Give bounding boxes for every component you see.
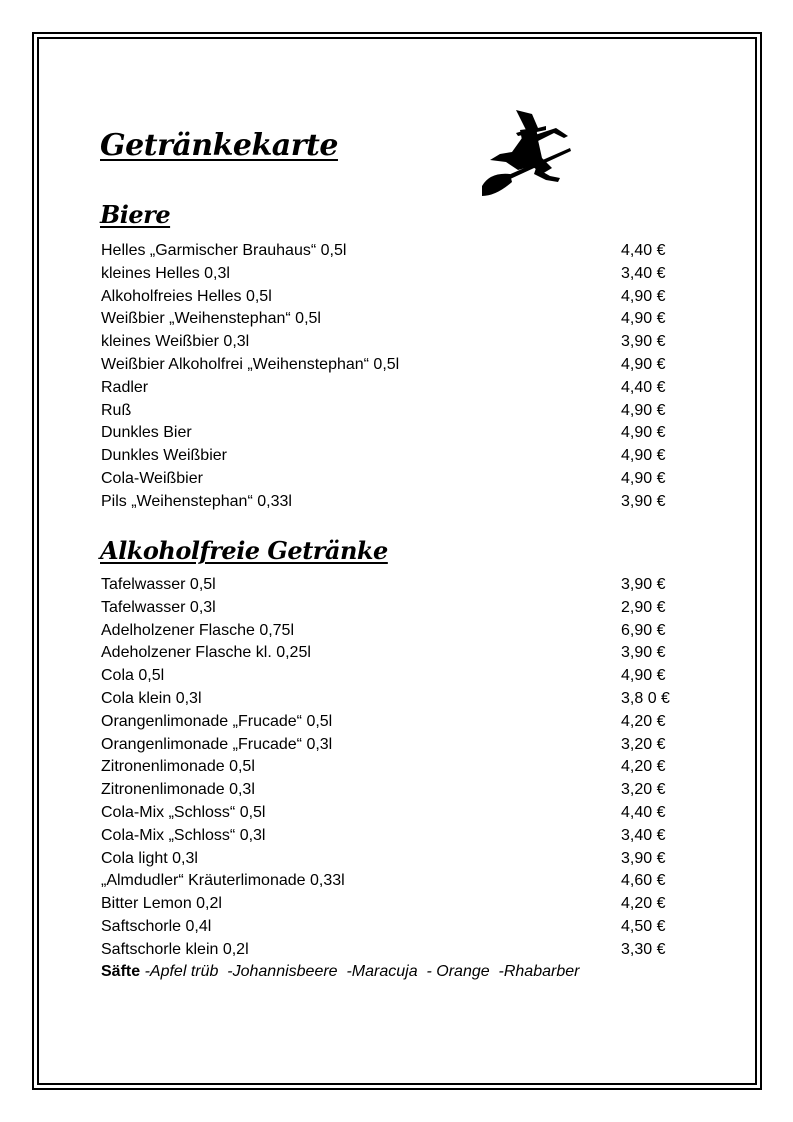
item-name: Tafelwasser 0,3l bbox=[101, 598, 216, 616]
item-price: 3,40 € bbox=[621, 826, 666, 844]
list-item bbox=[101, 802, 681, 825]
list-item bbox=[101, 468, 681, 491]
list-item bbox=[101, 620, 681, 643]
list-item bbox=[101, 779, 681, 802]
item-name: „Almdudler“ Kräuterlimonade 0,33l bbox=[101, 872, 345, 890]
item-name: Cola-Weißbier bbox=[101, 469, 203, 487]
list-item bbox=[101, 263, 681, 286]
item-name: Zitronenlimonade 0,3l bbox=[101, 781, 255, 799]
item-price: 3,90 € bbox=[621, 492, 666, 510]
item-name: Weißbier Alkoholfrei „Weihenstephan“ 0,5l bbox=[101, 355, 400, 373]
list-item bbox=[101, 848, 681, 871]
item-name: Bitter Lemon 0,2l bbox=[101, 895, 222, 913]
saefte-line bbox=[101, 961, 579, 983]
list-item bbox=[101, 642, 681, 665]
item-price: 4,20 € bbox=[621, 712, 666, 730]
item-name: Weißbier „Weihenstephan“ 0,5l bbox=[101, 310, 321, 328]
item-price: 4,90 € bbox=[621, 355, 666, 373]
item-price: 4,40 € bbox=[621, 378, 666, 396]
biere-list bbox=[101, 240, 681, 514]
list-item bbox=[101, 711, 681, 734]
item-name: Cola-Mix „Schloss“ 0,3l bbox=[101, 826, 266, 844]
list-item bbox=[101, 331, 681, 354]
list-item bbox=[101, 400, 681, 423]
item-name: Alkoholfreies Helles 0,5l bbox=[101, 287, 272, 305]
item-price: 3,20 € bbox=[621, 781, 666, 799]
list-item bbox=[101, 825, 681, 848]
list-item bbox=[101, 240, 681, 263]
list-item bbox=[101, 939, 681, 962]
list-item bbox=[101, 665, 681, 688]
item-name: Dunkles Weißbier bbox=[101, 447, 227, 465]
item-name: Adelholzener Flasche 0,75l bbox=[101, 621, 295, 639]
item-name: Saftschorle 0,4l bbox=[101, 917, 212, 935]
item-price: 3,90 € bbox=[621, 644, 666, 662]
section-title-alkoholfreie-getraenke: Alkoholfreie Getränke bbox=[100, 536, 388, 565]
item-name: Dunkles Bier bbox=[101, 424, 192, 442]
item-price: 4,90 € bbox=[621, 401, 666, 419]
witch-on-broom-icon bbox=[476, 106, 576, 206]
item-price: 4,90 € bbox=[621, 667, 666, 685]
item-price: 4,90 € bbox=[621, 424, 666, 442]
list-item bbox=[101, 491, 681, 514]
item-name: kleines Helles 0,3l bbox=[101, 264, 230, 282]
page-title: Getränkekarte bbox=[100, 128, 338, 163]
list-item bbox=[101, 893, 681, 916]
item-price: 4,40 € bbox=[621, 242, 666, 259]
saefte-label: Säfte bbox=[101, 963, 141, 980]
item-name: Orangenlimonade „Frucade“ 0,3l bbox=[101, 735, 333, 753]
item-name: Saftschorle klein 0,2l bbox=[101, 940, 249, 958]
item-price: 4,20 € bbox=[621, 895, 666, 913]
section-title-biere: Biere bbox=[100, 200, 171, 229]
item-name: Pils „Weihenstephan“ 0,33l bbox=[101, 492, 292, 510]
item-name: Cola 0,5l bbox=[101, 667, 165, 685]
item-price: 3,8 0 € bbox=[621, 689, 670, 707]
item-name: Zitronenlimonade 0,5l bbox=[101, 758, 255, 776]
list-item bbox=[101, 597, 681, 620]
item-name: Orangenlimonade „Frucade“ 0,5l bbox=[101, 712, 333, 730]
item-name: Cola-Mix „Schloss“ 0,5l bbox=[101, 803, 266, 821]
item-name: Helles „Garmischer Brauhaus“ 0,5l bbox=[101, 242, 347, 259]
item-name: Cola light 0,3l bbox=[101, 849, 198, 867]
item-price: 3,20 € bbox=[621, 735, 666, 753]
list-item bbox=[101, 916, 681, 939]
list-item bbox=[101, 688, 681, 711]
item-name: Cola klein 0,3l bbox=[101, 689, 202, 707]
list-item bbox=[101, 422, 681, 445]
item-price: 4,90 € bbox=[621, 447, 666, 465]
list-item bbox=[101, 574, 681, 597]
item-name: kleines Weißbier 0,3l bbox=[101, 333, 250, 351]
item-price: 3,90 € bbox=[621, 576, 666, 593]
item-price: 4,40 € bbox=[621, 803, 666, 821]
item-price: 4,20 € bbox=[621, 758, 666, 776]
item-price: 4,90 € bbox=[621, 469, 666, 487]
item-name: Radler bbox=[101, 378, 149, 396]
item-price: 4,90 € bbox=[621, 310, 666, 328]
list-item bbox=[101, 734, 681, 757]
list-item bbox=[101, 445, 681, 468]
item-price: 4,50 € bbox=[621, 917, 666, 935]
item-price: 4,60 € bbox=[621, 872, 666, 890]
list-item bbox=[101, 756, 681, 779]
saefte-items: -Apfel trüb -Johannisbeere -Maracuja - Orange -Rhabarber bbox=[144, 963, 580, 980]
item-price: 3,30 € bbox=[621, 940, 666, 958]
item-price: 3,40 € bbox=[621, 264, 666, 282]
list-item bbox=[101, 354, 681, 377]
item-name: Adeholzener Flasche kl. 0,25l bbox=[101, 644, 311, 662]
list-item bbox=[101, 377, 681, 400]
item-price: 6,90 € bbox=[621, 621, 666, 639]
item-price: 4,90 € bbox=[621, 287, 666, 305]
item-name: Ruß bbox=[101, 401, 132, 419]
list-item bbox=[101, 286, 681, 309]
list-item bbox=[101, 870, 681, 893]
list-item bbox=[101, 308, 681, 331]
item-name: Tafelwasser 0,5l bbox=[101, 576, 216, 593]
alkoholfrei-list bbox=[101, 574, 681, 962]
item-price: 3,90 € bbox=[621, 333, 666, 351]
item-price: 3,90 € bbox=[621, 849, 666, 867]
item-price: 2,90 € bbox=[621, 598, 666, 616]
